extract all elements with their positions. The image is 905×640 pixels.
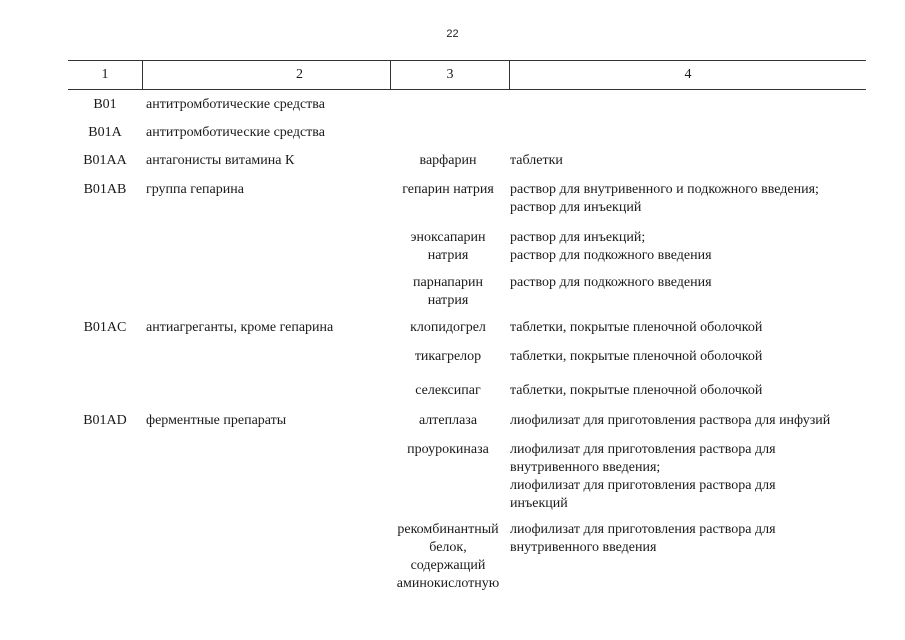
dosage-form [510, 382, 866, 400]
drug-name-line: тикагрелор [414, 349, 482, 364]
group-name [146, 181, 390, 199]
drug-name-line: гепарин натрия [402, 182, 494, 197]
atc-code [68, 96, 142, 114]
atc-code [68, 181, 142, 199]
drug-name-line: проурокиназа [407, 442, 489, 457]
drug-name [390, 274, 506, 310]
dosage-form [510, 348, 866, 366]
drug-name [390, 229, 506, 265]
dosage-form-line: раствор для инъекций; [510, 230, 646, 245]
group-name-line: антитромботические средства [146, 97, 325, 112]
drug-name-line: селексипаг [415, 383, 481, 398]
group-name-line: группа гепарина [146, 182, 244, 197]
dosage-form-line: раствор для подкожного введения [510, 248, 712, 263]
drug-name-line: белок, [429, 540, 467, 555]
drug-name [390, 348, 506, 366]
dosage-form-line: таблетки [510, 153, 563, 168]
drug-name-line: аминокислотную [396, 576, 500, 591]
drug-name-line: натрия [427, 293, 469, 308]
atc-code-line: B01 [93, 97, 117, 112]
dosage-form-line: внутривенного введения; [510, 460, 661, 475]
group-name-line: антиагреганты, кроме гепарина [146, 320, 334, 335]
group-name [146, 152, 390, 170]
drug-name [390, 319, 506, 337]
header-col-1: 1 [101, 67, 109, 82]
dosage-form [510, 412, 866, 430]
drug-name-line: натрия [427, 248, 469, 263]
dosage-form-line: таблетки, покрытые пленочной оболочкой [510, 383, 763, 398]
header-col-2: 2 [296, 67, 303, 82]
dosage-form [510, 274, 866, 292]
group-name [146, 412, 390, 430]
drug-name-line: эноксапарин [410, 230, 486, 245]
dosage-form-line: таблетки, покрытые пленочной оболочкой [510, 349, 763, 364]
atc-code [68, 412, 142, 430]
dosage-form-line: лиофилизат для приготовления раствора для [510, 522, 776, 537]
drug-name [390, 412, 506, 430]
atc-code-line: B01A [88, 125, 122, 140]
group-name [146, 96, 390, 114]
dosage-form [510, 181, 866, 217]
drug-name [390, 441, 506, 459]
atc-code-line: B01AB [83, 182, 127, 197]
drug-name-line: рекомбинантный [397, 522, 499, 537]
group-name [146, 319, 390, 337]
atc-code [68, 152, 142, 170]
drug-name-line: алтеплаза [418, 413, 478, 428]
header-col-4: 4 [684, 67, 692, 82]
dosage-form [510, 229, 866, 265]
dosage-form-line: раствор для подкожного введения [510, 275, 712, 290]
dosage-form-line: инъекций [510, 496, 568, 511]
drug-name [390, 181, 506, 199]
drug-name-line: содержащий [410, 558, 486, 573]
drug-name [390, 382, 506, 400]
dosage-form [510, 441, 866, 513]
table-header [68, 60, 866, 90]
dosage-form-line: лиофилизат для приготовления раствора для [510, 478, 776, 493]
drug-name-line: клопидогрел [410, 320, 486, 335]
group-name [146, 124, 390, 142]
group-name-line: антагонисты витамина К [146, 153, 295, 168]
dosage-form-line: лиофилизат для приготовления раствора для [510, 442, 776, 457]
header-col-3: 3 [446, 67, 454, 82]
dosage-form-line: таблетки, покрытые пленочной оболочкой [510, 320, 763, 335]
drug-name-line: парнапарин [413, 275, 483, 290]
page-number: 22 [446, 28, 459, 40]
atc-code-line: B01AD [83, 413, 127, 428]
dosage-form-line: раствор для инъекций [510, 200, 642, 215]
dosage-form [510, 319, 866, 337]
dosage-form-line: раствор для внутривенного и подкожного введения; [510, 182, 819, 197]
drug-name-line: варфарин [419, 153, 477, 168]
atc-code-line: B01AA [83, 153, 127, 168]
atc-code [68, 124, 142, 142]
drug-name [390, 152, 506, 170]
group-name-line: антитромботические средства [146, 125, 325, 140]
dosage-form [510, 521, 866, 557]
dosage-form-line: внутривенного введения [510, 540, 657, 555]
dosage-form [510, 152, 866, 170]
group-name-line: ферментные препараты [146, 413, 287, 428]
drug-name [390, 521, 506, 593]
dosage-form-line: лиофилизат для приготовления раствора для инфузий [510, 413, 831, 428]
atc-code [68, 319, 142, 337]
atc-code-line: B01AC [83, 320, 127, 335]
